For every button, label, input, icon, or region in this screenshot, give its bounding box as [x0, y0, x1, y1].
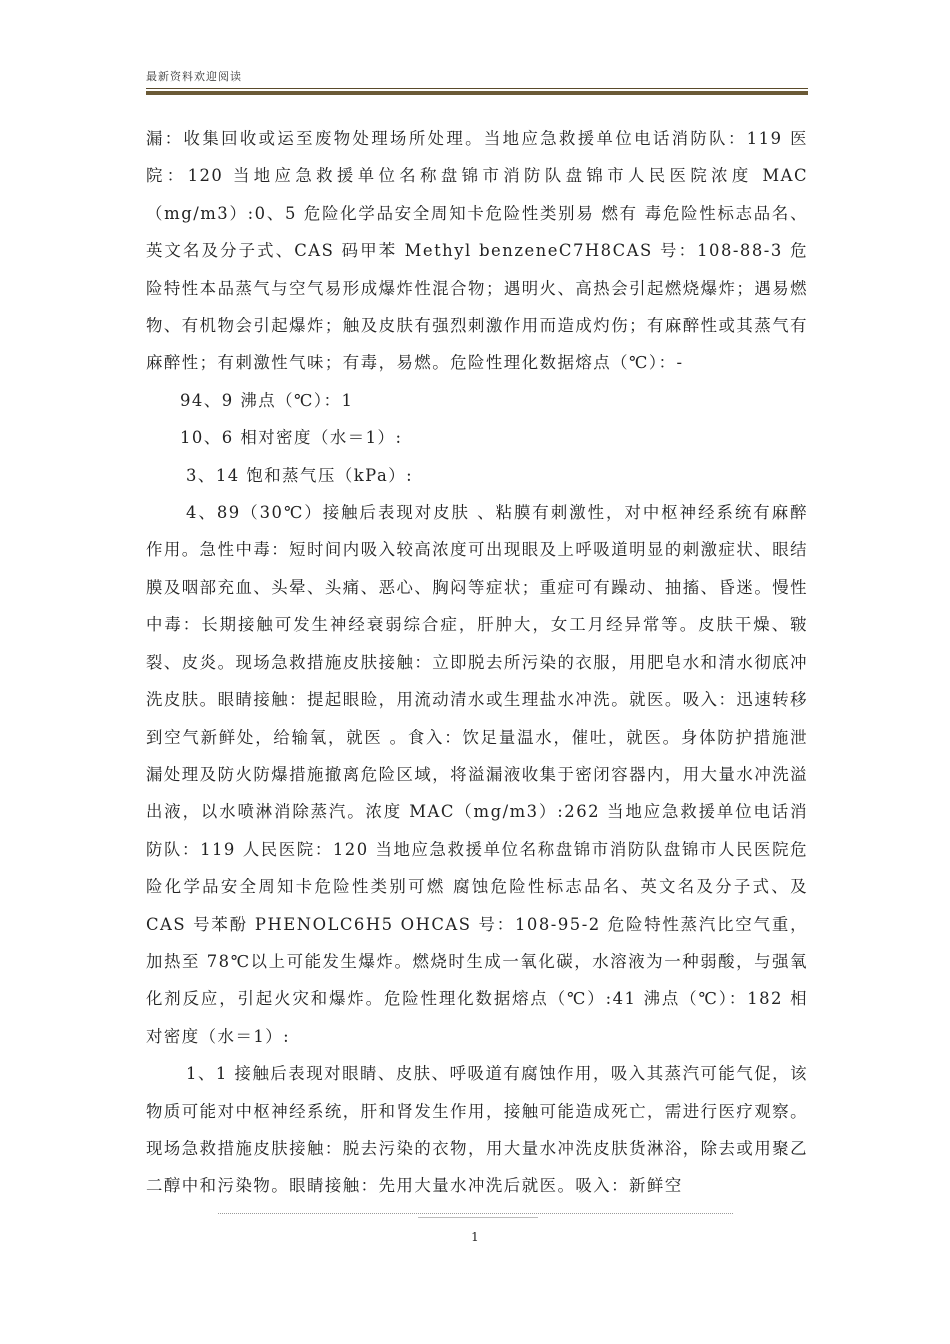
paragraph: 94、9 沸点（℃）：1: [180, 390, 354, 410]
header-rule-thin: [146, 88, 808, 89]
header-rule-thick: [146, 91, 808, 95]
footer-rule: [218, 1213, 733, 1214]
document-body: [146, 120, 808, 1205]
paragraph: 3、14 饱和蒸气压（kPa）:: [186, 465, 414, 485]
paragraph: 4、89（30℃）接触后表现对皮肤 、粘膜有刺激性，对中枢神经系统有麻醉作用。急性中毒：短时间内吸入较高浓度可出现眼及上呼吸道明显的刺激症状、眼结膜及咽部充血、头晕、头痛、恶心、胸闷等症状；重症可有躁动、抽搐、昏迷。慢性中毒：长期接触可发生神经衰弱综合症，肝肿大，女工月经异常等。皮肤干燥、皲裂、皮炎。现场急救措施皮肤接触：立即脱去所污染的衣服，用肥皂水和清水彻底冲洗皮肤。眼睛接触：提起眼睑，用流动清水或生理盐水冲洗。就医。吸入：迅速转移到空气新鲜处，给输氧，就医 。食入：饮足量温水，催吐，就医。身体防护措施泄漏处理及防火防爆措施撤离危险区域，将溢漏液收集于密闭容器内，用大量水冲洗溢出液，以水喷淋消除蒸汽。浓度 MAC（mg/m3）:262 当地应急救援单位电话消防队：119 人民医院：120 当地应急救援单位名称盘锦市消防队盘锦市人民医院危险化学品安全周知卡危险性类别可燃 腐蚀危险性标志品名、英文名及分子式、及 CAS 号苯酚 PHENOLC6H5 OHCAS 号：108-95-2 危险特性蒸汽比空气重，加热至 78℃以上可能发生爆炸。燃烧时生成一氧化碳，水溶液为一种弱酸，与强氧化剂反应，引起火灾和爆炸。危险性理化数据熔点（℃）:41 沸点（℃）：182 相对密度（水＝1）:: [146, 503, 808, 1046]
paragraph: 漏：收集回收或运至废物处理场所处理。当地应急救援单位电话消防队：119 医院：120 当地应急救援单位名称盘锦市消防队盘锦市人民医院浓度 MAC（mg/m3）:0、5 危险化学品安全周知卡危险性类别易 燃有 毒危险性标志品名、英文名及分子式、CAS 码甲苯 Methyl benzeneC7H8CAS 号：108-88-3 危险特性本品蒸气与空气易形成爆炸性混合物；遇明火、高热会引起燃烧爆炸；遇易燃物、有机物会引起爆炸；触及皮肤有强烈刺激作用而造成灼伤；有麻醉性或其蒸气有麻醉性；有刺激性气味；有毒，易燃。危险性理化数据熔点（℃）：-: [146, 129, 808, 373]
paragraph: 10、6 相对密度（水＝1）:: [180, 428, 403, 448]
paragraph: 1、1 接触后表现对眼睛、皮肤、呼吸道有腐蚀作用，吸入其蒸汽可能气促，该物质可能对中枢神经系统，肝和肾发生作用，接触可能造成死亡，需进行医疗观察。现场急救措施皮肤接触：脱去污染的衣物，用大量水冲洗皮肤货淋浴，除去或用聚乙二醇中和污染物。眼睛接触：先用大量水冲洗后就医。吸入：新鲜空: [146, 1064, 808, 1196]
footer-rule-accent: [418, 1217, 538, 1218]
page-header-title: 最新资料欢迎阅读: [146, 70, 242, 83]
page-number: 1: [471, 1230, 479, 1244]
